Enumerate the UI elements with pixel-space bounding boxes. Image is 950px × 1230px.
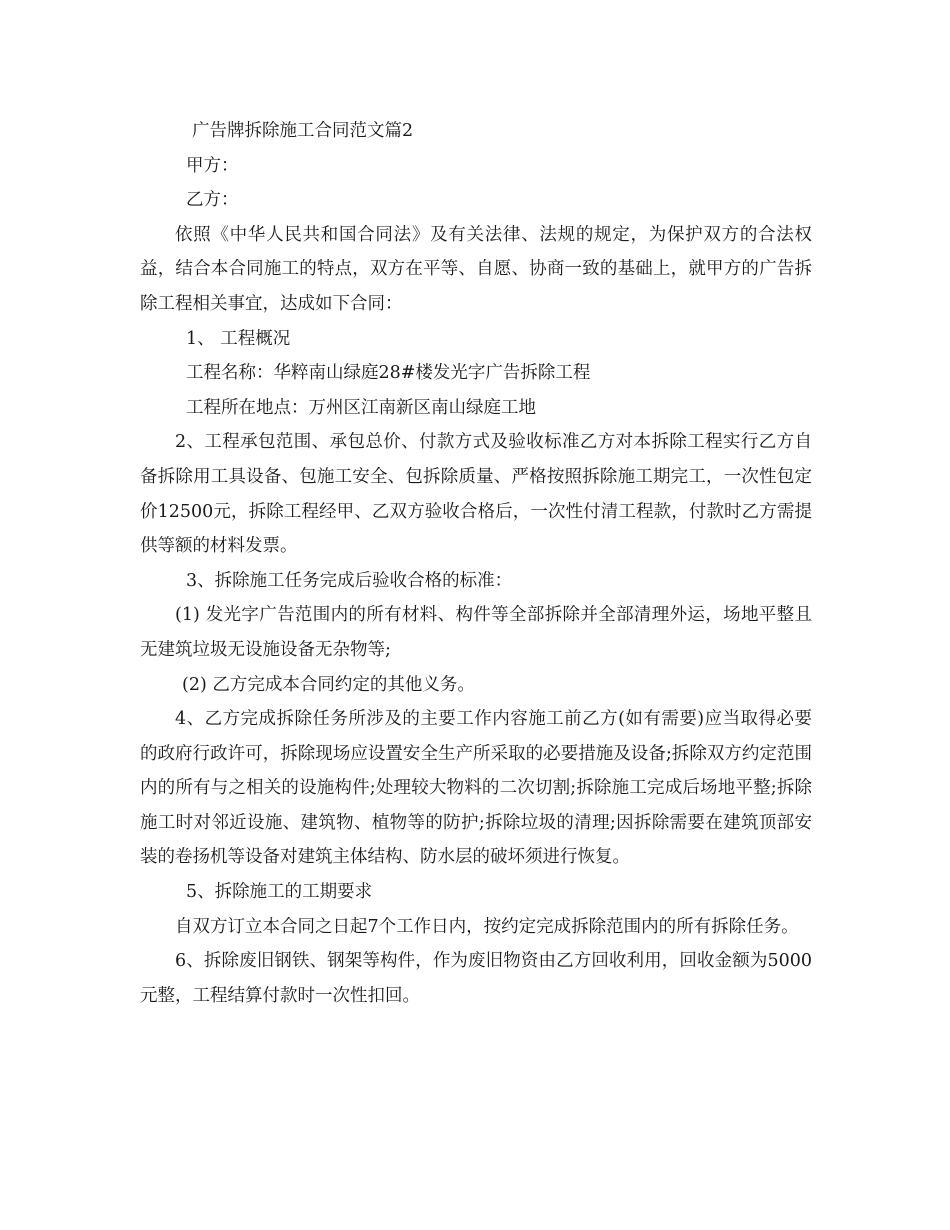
section-3-heading: 3、拆除施工任务完成后验收合格的标准： [186, 570, 513, 591]
section-2-paragraph: 2、工程承包范围、承包总价、付款方式及验收标准乙方对本拆除工程实行乙方自备拆除用工具设备、包施工安全、包拆除质量、严格按照拆除施工期完工，一次性包定价12500元，拆除工程经甲、乙双方验收合格后，一次性付清工程款，付款时乙方需提供等额的材料发票。 [140, 432, 812, 557]
document-body [140, 114, 812, 1013]
section-1-heading: 1、 工程概况 [186, 328, 291, 349]
intro-paragraph: 依照《中华人民共和国合同法》及有关法律、法规的规定，为保护双方的合法权益，结合本合同施工的特点，双方在平等、自愿、协商一致的基础上，就甲方的广告拆除工程相关事宜，达成如下合同： [140, 224, 812, 314]
section-6-paragraph: 6、拆除废旧钢铁、钢架等构件，作为废旧物资由乙方回收利用，回收金额为5000元整，工程结算付款时一次性扣回。 [140, 951, 812, 1006]
section-3-item-1: (1) 发光字广告范围内的所有材料、构件等全部拆除并全部清理外运，场地平整且无建筑垃圾无设施设备无杂物等; [140, 605, 812, 660]
party-a-label: 甲方： [186, 155, 239, 176]
section-4-paragraph: 4、乙方完成拆除任务所涉及的主要工作内容施工前乙方(如有需要)应当取得必要的政府行政许可，拆除现场应设置安全生产所采取的必要措施及设备;拆除双方约定范围内的所有与之相关的设施构件;处理较大物料的二次切割;拆除施工完成后场地平整;拆除施工时对邻近设施、建筑物、植物等的防护;拆除垃圾的清理;因拆除需要在建筑顶部安装的卷扬机等设备对建筑主体结构、防水层的破坏须进行恢复。 [140, 709, 812, 868]
section-5-heading: 5、拆除施工的工期要求 [186, 882, 373, 903]
party-b-label: 乙方： [186, 190, 239, 211]
document-title: 广告牌拆除施工合同范文篇2 [192, 121, 414, 141]
project-name: 工程名称：华粹南山绿庭28#楼发光字广告拆除工程 [186, 363, 591, 384]
section-3-item-2: (2) 乙方完成本合同约定的其他义务。 [182, 674, 475, 695]
project-location: 工程所在地点：万州区江南新区南山绿庭工地 [186, 397, 536, 418]
section-5-body: 自双方订立本合同之日起7个工作日内，按约定完成拆除范围内的所有拆除任务。 [175, 916, 799, 937]
